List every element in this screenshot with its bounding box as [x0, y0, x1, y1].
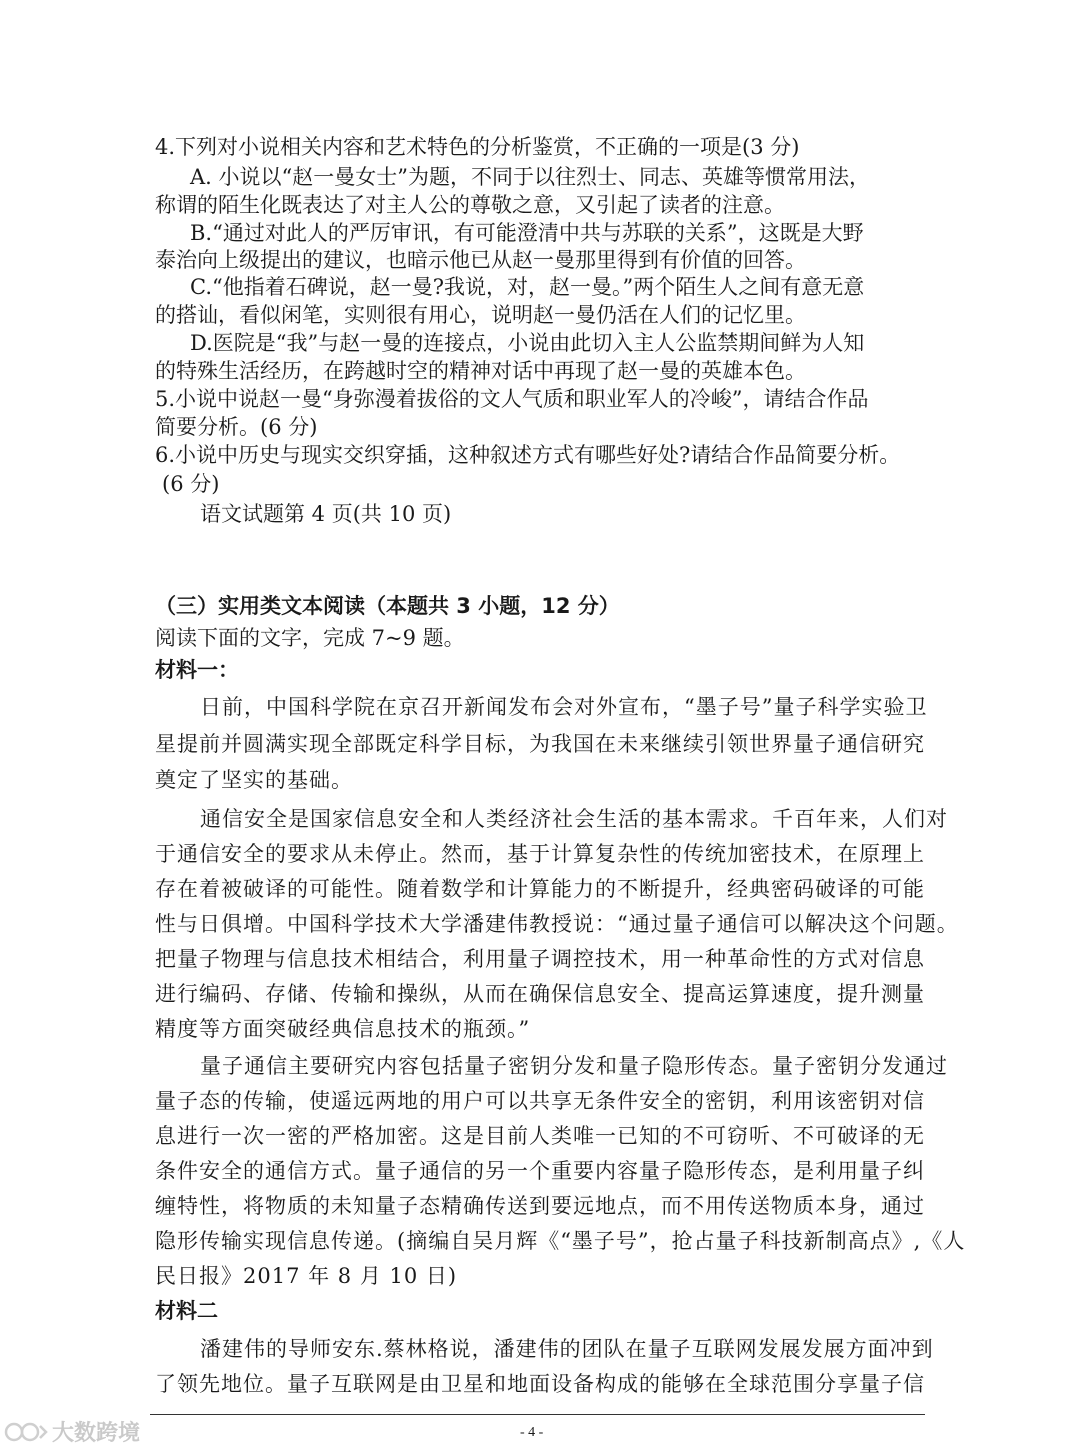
para-3-line-3: 息进行一次一密的严格加密。这是目前人类唯一已知的不可窃听、不可破译的无: [155, 1124, 925, 1148]
option-d-line-2: 的特殊生活经历，在跨越时空的精神对话中再现了赵一曼的英雄本色。: [155, 359, 806, 383]
para-3-line-5: 缠特性，将物质的未知量子态精确传送到要远地点，而不用传送物质本身，通过: [155, 1194, 925, 1218]
para-2-line-1: 通信安全是国家信息安全和人类经济社会生活的基本需求。千百年来，人们对: [200, 807, 948, 831]
watermark-text: 大数跨境: [52, 1421, 141, 1446]
para-2-line-6: 进行编码、存储、传输和操纵，从而在确保信息安全、提高运算速度，提升测量: [155, 982, 925, 1006]
para-2-line-4: 性与日俱增。中国科学技术大学潘建伟教授说：“通过量子通信可以解决这个问题。: [155, 912, 959, 936]
watermark-logo-icon: [4, 1420, 48, 1444]
page-number: - 4 -: [520, 1425, 544, 1440]
para-2-line-5: 把量子物理与信息技术相结合，利用量子调控技术，用一种革命性的方式对信息: [155, 947, 925, 971]
option-b-line-1: B.“通过对此人的严厉审讯，有可能澄清中共与苏联的关系”，这既是大野: [190, 221, 864, 245]
option-c-line-2: 的搭讪，看似闲笔，实则很有用心，说明赵一曼仍活在人们的记忆里。: [155, 303, 806, 327]
section-instruction: 阅读下面的文字，完成 7~9 题。: [155, 626, 465, 650]
para-1-line-3: 奠定了坚实的基础。: [155, 768, 353, 792]
para-2-line-3: 存在着被破译的可能性。随着数学和计算能力的不断提升，经典密码破译的可能: [155, 877, 925, 901]
footer-divider: [150, 1414, 925, 1415]
option-a-line-1: A. 小说以“赵一曼女士”为题，不同于以往烈士、同志、英雄等惯常用法，: [190, 165, 870, 189]
section-heading: （三）实用类文本阅读（本题共 3 小题，12 分）: [155, 594, 620, 618]
para-3-line-6: 隐形传输实现信息传递。(摘编自吴月辉《“墨子号”，抢占量子科技新制高点》,《人: [155, 1229, 966, 1253]
question-6-line-1: 6.小说中历史与现实交织穿插，这种叙述方式有哪些好处?请结合作品简要分析。: [155, 443, 901, 467]
option-b-line-2: 泰治向上级提出的建议，也暗示他已从赵一曼那里得到有价值的回答。: [155, 248, 806, 272]
option-d-line-1: D.医院是“我”与赵一曼的连接点，小说由此切入主人公监禁期间鲜为人知: [190, 331, 865, 355]
para-1-line-2: 星提前并圆满实现全部既定科学目标，为我国在未来继续引领世界量子通信研究: [155, 732, 925, 756]
question-4: 4.下列对小说相关内容和艺术特色的分析鉴赏，不正确的一项是(3 分): [155, 135, 800, 159]
para-2-line-7: 精度等方面突破经典信息技术的瓶颈。”: [155, 1017, 531, 1041]
para-1-line-1: 日前，中国科学院在京召开新闻发布会对外宣布，“墨子号”量子科学实验卫: [200, 695, 928, 719]
para-3-line-1: 量子通信主要研究内容包括量子密钥分发和量子隐形传态。量子密钥分发通过: [200, 1054, 948, 1078]
page-mark: 语文试题第 4 页(共 10 页): [200, 502, 452, 526]
para-4-line-2: 了领先地位。量子互联网是由卫星和地面设备构成的能够在全球范围分享量子信: [155, 1372, 925, 1396]
watermark: [4, 1416, 140, 1447]
question-5-line-1: 5.小说中说赵一曼“身弥漫着拔俗的文人气质和职业军人的冷峻”，请结合作品: [155, 387, 869, 411]
question-6-line-2: (6 分): [162, 472, 220, 496]
para-3-line-2: 量子态的传输，使遥远两地的用户可以共享无条件安全的密钥，利用该密钥对信: [155, 1089, 925, 1113]
para-4-line-1: 潘建伟的导师安东.蔡林格说，潘建伟的团队在量子互联网发展发展方面冲到: [200, 1337, 934, 1361]
para-3-line-7: 民日报》2017 年 8 月 10 日): [155, 1264, 458, 1288]
para-2-line-2: 于通信安全的要求从未停止。然而，基于计算复杂性的传统加密技术，在原理上: [155, 842, 925, 866]
material-2-title: 材料二: [155, 1299, 218, 1323]
question-5-line-2: 简要分析。(6 分): [155, 415, 318, 439]
option-a-line-2: 称谓的陌生化既表达了对主人公的尊敬之意，又引起了读者的注意。: [155, 193, 785, 217]
para-3-line-4: 条件安全的通信方式。量子通信的另一个重要内容量子隐形传态，是利用量子纠: [155, 1159, 925, 1183]
option-c-line-1: C.“他指着石碑说，赵一曼?我说，对，赵一曼。”两个陌生人之间有意无意: [190, 275, 865, 299]
material-1-title: 材料一：: [155, 658, 239, 682]
